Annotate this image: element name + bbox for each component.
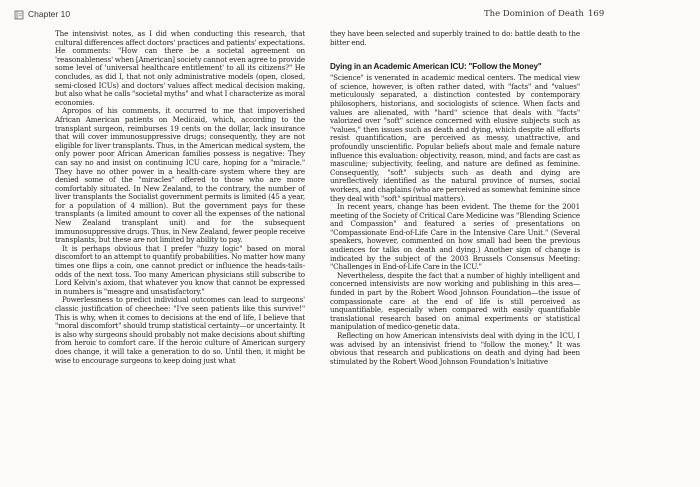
paragraph: Powerlessness to predict individual outcomes can lead to surgeons' classic justification of cheechee: "I've seen patients like this survive!" This is why, when it comes to decisions at the end of life, I believe that "moral discomfort" should trump statistical certainty—or uncertainty. It is also why surgeons should probably not make decisions about shifting from heroic to comfort care. If the heroic culture of American surgery does change, it will take a generation to do so. Until then, it might be wise to encourage surgeons to keep doing just what xyxy=(55,295,305,365)
page-number: 169 xyxy=(588,9,605,19)
paragraph: Apropos of his comments, it occurred to me that impoverished African American patients on Medicaid, which, according to the transplant surgeon, reimburses 19 cents on the dollar, lack insurance that will cover immunosuppressive drugs; consequently, they are not eligible for liver transplants. Thus, in the American medical system, the only power poor African American families possess is negative: They can say no and insist on continuing ICU care, hoping for a "miracle." They have no other power in a health-care system where they are denied some of the "miracles" offered to those who are more comfortably situated. In New Zealand, to the contrary, the number of liver transplants the Socialist government permits is limited (45 a year, for a population of 4 million). But the government pays for these transplants (a limited amount to cover all the expenses of the national New Zealand transplant unit) and for the subsequent immunosuppressive drugs. Thus, in New Zealand, fewer people receive transplants, but these are not limited by ability to pay. xyxy=(55,106,305,245)
left-column xyxy=(55,30,305,365)
paragraph: It is perhaps obvious that I prefer "fuzzy logic" based on moral discomfort to an attempt to quantify probabilities. No matter how many times one flips a coin, one cannot predict or influence the heads-tails-odds of the next toss. Too many American physicians still subscribe to Lord Kelvin's axiom, that whatever you know that cannot be expressed in numbers is "meagre and unsatisfactory." xyxy=(55,243,305,296)
paragraph: they have been selected and superbly trained to do: battle death to the bitter end. xyxy=(330,29,580,47)
paragraph: The intensivist notes, as I did when conducting this research, that cultural differences affect doctors' practices and patients' expectations. He comments: "How can there be a societal agreement on 'reasonableness' when [American] society cannot even agree to provide some level of 'universal healthcare entitlement' to all its citizens?" He concludes, as did I, that not only administrative models (open, closed, semi-closed ICUs) and doctors' values affect medical decision making, but also what he calls "societal myths" and what I characterize as moral economies. xyxy=(55,29,305,107)
chapter-label: Chapter 10 xyxy=(28,9,71,19)
paragraph: In recent years, change has been evident. The theme for the 2001 meeting of the Society of Critical Care Medicine was "Blending Science and Compassion" and featured a series of presentations on "Compassionate End-of-Life Care in the Intensive Care Unit." (Several speakers, however, commented on how small had been the previous audiences for talks on death and dying.) Another sign of change is indicated by the subject of the 2003 Brussels Consensus Meeting: "Challenges in End-of-Life Care in the ICU." xyxy=(330,202,580,272)
paragraph: Nevertheless, despite the fact that a number of highly intelligent and concerned intensivists are now working and publishing in this area—funded in part by the Robert Wood Johnson Foundation—the issue of compassionate care at the end of life is still perceived as unquantifiable, especially when compared with easily quantifiable translational research based on animal experiments or statistical manipulation of medico-genetic data. xyxy=(330,270,580,332)
paragraph: Reflecting on how American intensivists deal with dying in the ICU, I was advised by an intensivist friend to "follow the money." It was obvious that research and publications on death and dying had been stimulated by the Robert Wood Johnson Foundation's Initiative xyxy=(330,331,580,366)
section-heading: Dying in an Academic American ICU: "Follow the Money" xyxy=(330,62,542,72)
running-title: The Dominion of Death xyxy=(484,9,584,19)
page-header xyxy=(0,0,700,26)
right-column xyxy=(330,30,580,366)
paragraph: "Science" is venerated in academic medical centers. The medical view of science, however, is often rather dated, with "facts" and "values" meticulously separated, a distinction contested by contemporary philosophers, historians, and sociologists of science. When facts and values are alienated, with "hard" science that deals with "facts" valorized over "soft" science concerned with elusive subjects such as "values," then issues such as death and dying, which despite all efforts resist quantification, are perceived as messy, unattractive, and profoundly unscientific. Popular beliefs about male and female nature influence this evaluation: objectivity, reason, mind, and facts are cast as masculine; subjectivity, feeling, and nature are defined as feminine. Consequently, "soft" subjects such as death and dying are unreflectively identified as the natural province of nurses, social workers, and chaplains (who are perceived as somewhat feminine since they deal with "soft" spiritual matters). xyxy=(330,73,580,203)
book-icon xyxy=(14,10,24,20)
